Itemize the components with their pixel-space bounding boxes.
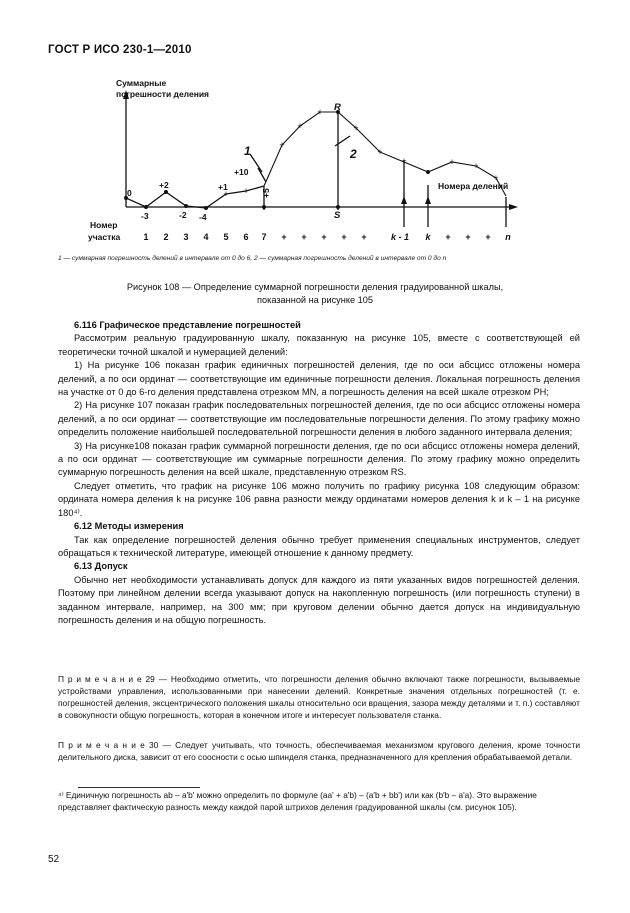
svg-text:+: +: [297, 121, 303, 131]
row-label-1: Номер: [90, 220, 118, 230]
paragraph-tolerance: Обычно нет необходимости устанавливать допуск для каждого из пяти указанных видов погрешностей деления. Поэтому при линейном делении всегда указывают допуск на накопленную погрешность (или погрешность ступени) в заданном интервале, например, на 300 мм; при круговом делении обычно дается допуск на индивидуальную погрешность деления и на общую погрешность.: [58, 574, 580, 625]
label-0: 0: [127, 188, 132, 198]
x-tick-label: +: [465, 232, 471, 242]
x-tick-label: n: [505, 232, 511, 242]
paragraph-item-1: 1) На рисунке 106 показан график единичных погрешностей деления, где по оси абсцисс отложены номера делений, а по оси ординат — соответствующие им единичные погрешности деления. Локальная погрешность деления на участке от 0 до 6-го деления представлена отрезком MN, а погрешность деления на всей шкале отрезком PH;: [58, 360, 580, 398]
y-axis-title-1: Суммарные: [116, 78, 167, 88]
note-30: П р и м е ч а н и е 30 — Следует учитывать, что точность, обеспечиваемая механизмом кругового деления, кроме точности делительного диска, зависит от его соосности с осью шпинделя станка, предназначенного для крепления обрабатываемой детали.: [58, 740, 580, 762]
x-tick-label: 4: [203, 232, 209, 242]
label-m3: -3: [141, 211, 149, 221]
svg-text:+: +: [473, 161, 479, 171]
footnote-rule: [78, 787, 200, 788]
x-tick-label: k - 1: [390, 232, 410, 242]
paragraph-methods: Так как определение погрешностей деления обычно требует применения специальных инструментов, следует обращаться к технической литературе, имеющей отношение к данному предмету.: [58, 534, 580, 558]
label-S: S: [334, 210, 341, 221]
document-header: ГОСТ Р ИСО 230-1—2010: [48, 44, 192, 56]
section-6-12-title: 6.12 Методы измерения: [74, 521, 184, 532]
label-p5: +5: [261, 188, 271, 198]
x-tick-label: +: [361, 232, 367, 242]
svg-text:+: +: [493, 173, 499, 183]
label-m2: -2: [179, 210, 187, 220]
x-tick-label: +: [321, 232, 327, 242]
x-tick-label: k: [425, 232, 431, 242]
figure-caption-line-1: Рисунок 108 — Определение суммарной погрешности деления градуированной шкалы,: [126, 282, 504, 292]
x-tick-label: +: [485, 232, 491, 242]
x-axis-title: Номера делений: [438, 181, 509, 191]
x-tick-label: +: [445, 232, 451, 242]
label-p2: +2: [159, 180, 169, 190]
svg-text:+: +: [223, 189, 229, 199]
label-p10: +10: [234, 167, 249, 177]
row-label-2: участка: [88, 232, 121, 242]
svg-text:+: +: [279, 140, 285, 150]
curve-label-2: 2: [350, 147, 357, 161]
cumulative-error-figure: [0, 0, 630, 250]
svg-text:+: +: [377, 147, 383, 157]
x-tick-label: 2: [163, 232, 169, 242]
main-text: [58, 319, 580, 627]
svg-text:+: +: [449, 157, 455, 167]
paragraph-intro: Рассмотрим реальную градуированную шкалу, показанную на рисунке 105, вместе с соответствующей ей теоретически точной шкалой и нумерацией делений:: [58, 333, 580, 357]
svg-text:+: +: [243, 186, 249, 196]
x-tick-label: +: [341, 232, 347, 242]
page-number: 52: [48, 854, 60, 865]
x-tick-label: +: [281, 232, 287, 242]
figure-legend: 1 — суммарная погрешность делений в интервале от 0 до 6, 2 — суммарная погрешность делений в интервале от 0 до n: [58, 255, 447, 262]
paragraph-item-3: 3) На рисунке108 показан график суммарной погрешности деления, где по оси абсцисс отложены номера делений, а по оси ординат — соответствующие им суммарные погрешности деления. По этому графику можно определить суммарную погрешность деления на всей шкале, представленную отрезком RS.: [58, 440, 580, 478]
paragraph-item-2: 2) На рисунке 107 показан график последовательных погрешностей деления, где по оси абсцисс отложены номера делений, а по оси ординат — соответствующие им последовательные погрешности деления. По этому графику можно определить положение наибольшей последовательной погрешности деления в любого заданного интервала деления;: [58, 400, 580, 438]
label-R: R: [334, 102, 341, 113]
x-tick-label: 3: [183, 232, 189, 242]
svg-text:+: +: [353, 123, 359, 133]
note-29: П р и м е ч а н и е 29 — Необходимо отметить, что погрешности деления обычно включают также погрешности, вызываемые устройствами управления, использованными при нанесении делений. Конкретные значения отдельных погрешностей (т. е. погрешностей деления, эксцентрического положения шкалы относительно оси вращения, зазора между деталями и т. п.) составляют в совокупности общую погрешность, которая в конечном итоге и интересует пользователя станка.: [58, 674, 580, 720]
curve-label-1: 1: [244, 144, 251, 158]
footnote: ⁴⁾ Единичную погрешность ab – a'b' можно определить по формуле (aa' + a'b) – (a'b + bb') или как (b'b – a'a). Это выражение представляет фактическую разность между каждой парой штрихов деления градуированной шкалы (см. рисунок 105).: [58, 790, 537, 812]
x-tick-label: 5: [223, 232, 229, 242]
paragraph-note-graph: Следует отметить, что график на рисунке 106 можно получить по графику рисунка 108 следующим образом: ордината номера деления k на рисунке 106 равна разности между ординатами номеров деления k и k – 1 на рисунке 180⁴⁾.: [58, 480, 580, 518]
svg-text:+: +: [401, 156, 407, 166]
x-tick-label: 6: [243, 232, 249, 242]
svg-text:+: +: [317, 107, 323, 117]
x-tick-label: 7: [261, 232, 267, 242]
label-p1: +1: [218, 182, 228, 192]
section-6-116-title: 6.116 Графическое представление погрешностей: [74, 320, 301, 330]
x-tick-label: 1: [143, 232, 149, 242]
label-m4: -4: [199, 212, 207, 222]
section-6-13-title: 6.13 Допуск: [74, 561, 128, 572]
figure-caption-line-2: показанной на рисунке 105: [257, 295, 373, 305]
y-axis-title-2: погрешности деления: [116, 89, 210, 99]
x-tick-label: +: [301, 232, 307, 242]
